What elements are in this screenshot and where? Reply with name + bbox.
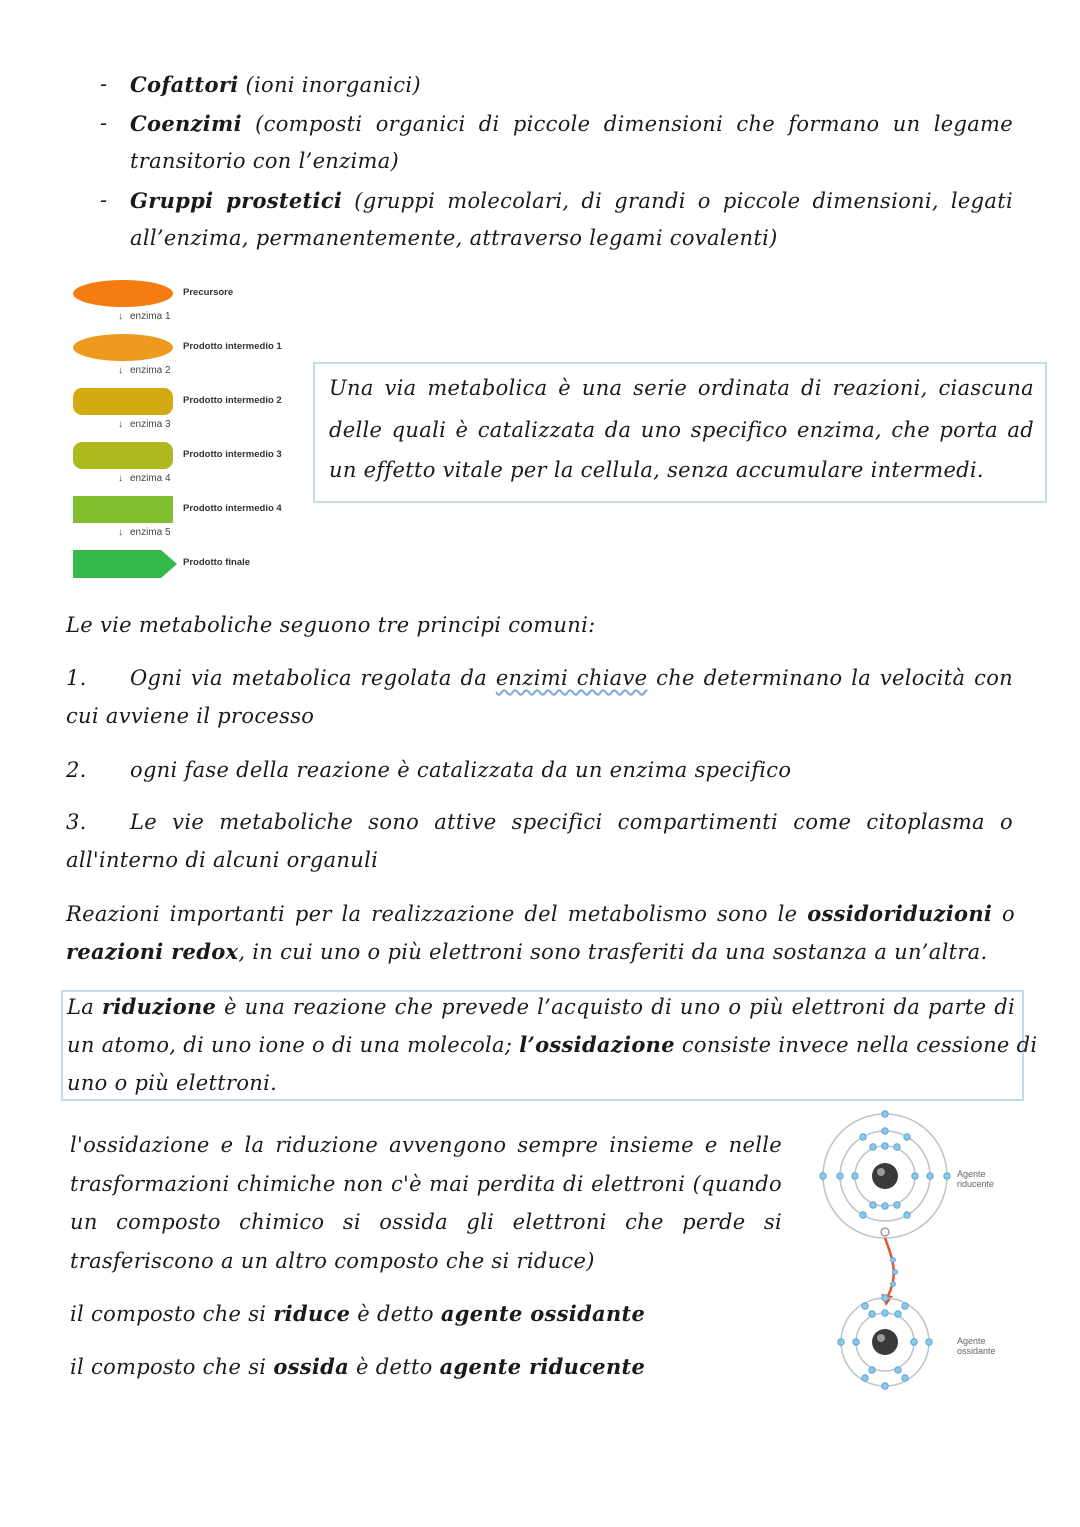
- pathway-label: Prodotto finale: [183, 557, 251, 568]
- pathway-label: Prodotto intermedio 1: [183, 341, 282, 352]
- redox-line-2: reazioni redox, in cui uno o più elettroni sono trasferiti da una sostanza a un’altra.: [66, 939, 988, 964]
- principle-text: Ogni via metabolica regolata da enzimi chiave che determinano la velocità con: [130, 666, 1013, 690]
- pathway-label: Prodotto intermedio 3: [183, 449, 282, 460]
- term-desc: (ioni inorganici): [245, 73, 421, 97]
- pathway-label: Prodotto intermedio 4: [183, 503, 282, 514]
- definition-line: un effetto vitale per la cellula, senza accumulare intermedi.: [329, 458, 984, 482]
- pathway-shape-intermediate-1: [73, 334, 173, 361]
- pathway-shape-precursor: [73, 280, 173, 307]
- enzyme-label: ↓ enzima 5: [118, 527, 171, 538]
- definition-box: [313, 362, 1047, 503]
- list-dash: -: [100, 72, 108, 96]
- pathway-label: Prodotto intermedio 2: [183, 395, 282, 406]
- nucleus: [872, 1163, 898, 1189]
- key-enzymes-term: enzimi chiave: [495, 666, 648, 690]
- electron-vacancy: [881, 1228, 889, 1236]
- reducing-agent-term: agente riducente: [439, 1354, 646, 1379]
- reducing-agent-sentence: il composto che si ossida è detto agente riducente: [70, 1354, 646, 1379]
- definition-line: Una via metabolica è una serie ordinata di reazioni, ciascuna: [329, 376, 1034, 400]
- box-line-3: uno o più elettroni.: [67, 1071, 278, 1095]
- reducing-agent-atom: [820, 1111, 950, 1238]
- principle-number: 2.: [66, 758, 87, 782]
- down-arrow-icon: ↓: [118, 473, 123, 484]
- term-desc: (gruppi molecolari, di grandi o piccole dimensioni, legati: [354, 189, 1013, 213]
- oxidizing-agent-atom: [838, 1295, 932, 1389]
- down-arrow-icon: ↓: [118, 527, 123, 538]
- definition-line: delle quali è catalizzata da uno specifico enzima, che porta ad: [329, 418, 1034, 442]
- box-line-2: un atomo, di uno ione o di una molecola; l’ossidazione consiste invece nella cessione di: [67, 1032, 1038, 1057]
- term: Gruppi prostetici: [130, 188, 343, 213]
- oxidation-term: l’ossidazione: [519, 1032, 675, 1057]
- enzyme-label: ↓ enzima 3: [118, 419, 171, 430]
- electron-transfer-arrow: [885, 1238, 894, 1298]
- reducing-agent-label: Agente riducente: [957, 1169, 995, 1189]
- list-item-coenzimi: [130, 111, 1013, 136]
- list-dash: -: [100, 111, 108, 135]
- final-line: un composto chimico si ossida gli elettroni che perde si: [70, 1210, 782, 1234]
- principles-intro: Le vie metaboliche seguono tre principi comuni:: [66, 613, 596, 637]
- term-desc: (composti organici di piccole dimensioni che formano un legame: [255, 112, 1013, 136]
- list-item-cofattori: [130, 72, 421, 97]
- term-desc-cont: all’enzima, permanentemente, attraverso legami covalenti): [130, 226, 778, 250]
- pathway-shape-intermediate-3: [73, 442, 173, 469]
- oxidizing-agent-sentence: il composto che si riduce è detto agente ossidante: [70, 1301, 646, 1326]
- principle-text: Le vie metaboliche sono attive specifici compartimenti come citoplasma o: [130, 810, 1013, 834]
- down-arrow-icon: ↓: [118, 311, 123, 322]
- oxidizing-agent-label: Agente ossidante: [957, 1336, 996, 1356]
- oxidizing-agent-term: agente ossidante: [440, 1301, 646, 1326]
- principle-text-cont: cui avviene il processo: [66, 704, 315, 728]
- list-dash: -: [100, 188, 108, 212]
- redox-term: ossidoriduzioni: [807, 901, 993, 926]
- electron-transfer-illustration: [815, 1110, 965, 1400]
- down-arrow-icon: ↓: [118, 365, 123, 376]
- pathway-label: Precursore: [183, 287, 234, 298]
- pathway-shape-final: [73, 550, 177, 578]
- reduction-term: riduzione: [101, 994, 217, 1019]
- term: Coenzimi: [130, 111, 242, 136]
- term: Cofattori: [130, 72, 239, 97]
- principle-text: ogni fase della reazione è catalizzata da un enzima specifico: [130, 758, 792, 782]
- down-arrow-icon: ↓: [118, 419, 123, 430]
- enzyme-label: ↓ enzima 4: [118, 473, 171, 484]
- principle-number: 3.: [66, 810, 87, 834]
- final-line: trasformazioni chimiche non c'è mai perdita di elettroni (quando: [70, 1172, 782, 1196]
- box-line-1: La riduzione è una reazione che prevede l’acquisto di uno o più elettroni da parte di: [67, 994, 1015, 1019]
- final-product-arrow-shape: [73, 550, 177, 578]
- term-desc-cont: transitorio con l’enzima): [130, 149, 400, 173]
- principle-text-cont: all'interno di alcuni organuli: [66, 848, 379, 872]
- enzyme-label: ↓ enzima 1: [118, 311, 171, 322]
- pathway-shape-intermediate-4: [73, 496, 173, 523]
- redox-definition-box: [61, 990, 1038, 1101]
- redox-term: reazioni redox: [66, 939, 239, 964]
- nucleus: [872, 1329, 898, 1355]
- final-line: l'ossidazione e la riduzione avvengono sempre insieme e nelle: [70, 1133, 782, 1157]
- pathway-shape-intermediate-2: [73, 388, 173, 415]
- principle-number: 1.: [66, 666, 87, 690]
- list-item-gruppi-prostetici: [130, 188, 1013, 213]
- redox-line-1: Reazioni importanti per la realizzazione del metabolismo sono le ossidoriduzioni o: [66, 901, 1015, 926]
- final-line: trasferiscono a un altro composto che si riduce): [70, 1249, 595, 1273]
- enzyme-label: ↓ enzima 2: [118, 365, 171, 376]
